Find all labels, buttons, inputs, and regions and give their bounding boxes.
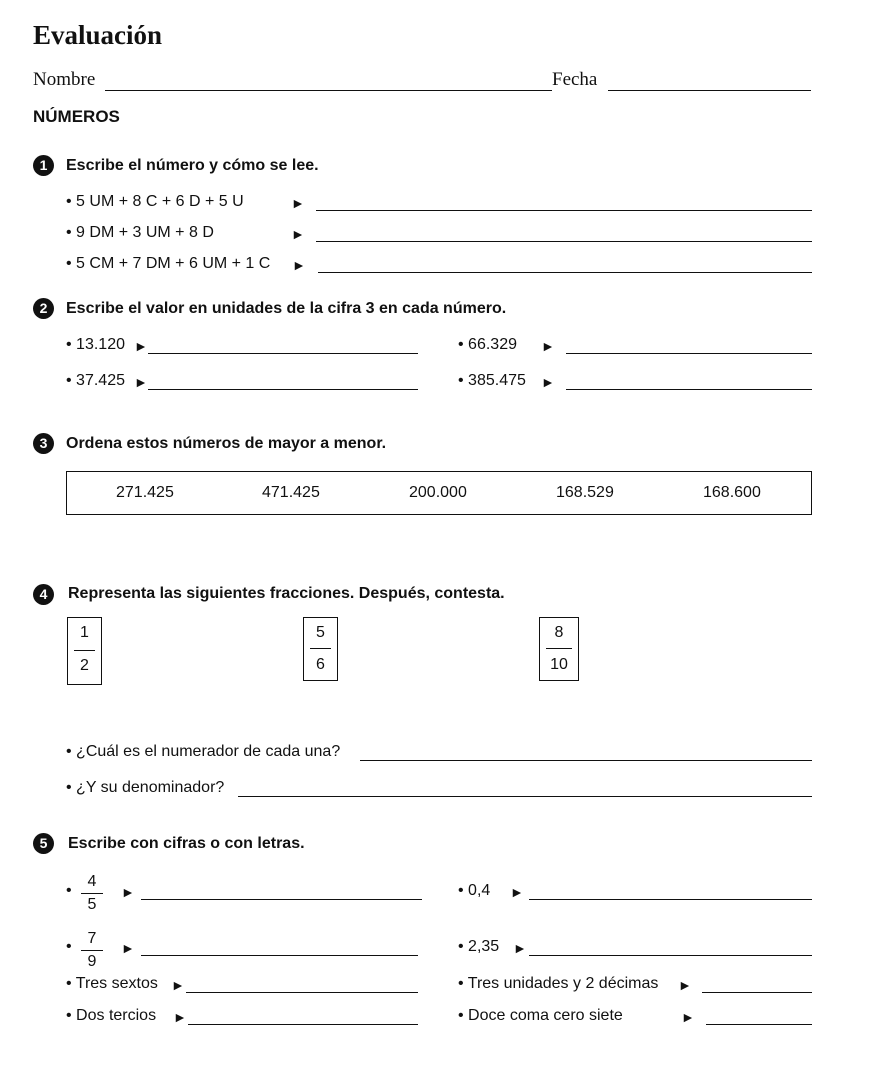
fraction-box-3 — [539, 617, 579, 681]
arrow-icon: ► — [510, 884, 524, 900]
numbers-box — [66, 471, 812, 515]
q2-item-1: • 13.120 — [66, 336, 125, 353]
q5-item-words-4: • Doce coma cero siete — [458, 1007, 623, 1024]
number-item: 471.425 — [262, 484, 320, 501]
q5-item-decimal-1: • 0,4 — [458, 882, 491, 899]
q2-item-3: • 66.329 — [458, 336, 517, 353]
number-item: 168.529 — [556, 484, 614, 501]
arrow-icon: ► — [291, 195, 305, 211]
q5-item-decimal-2: • 2,35 — [458, 938, 500, 955]
q2-answer-2[interactable] — [148, 389, 418, 390]
q4-question-1: • ¿Cuál es el numerador de cada una? — [66, 743, 341, 760]
arrow-icon: ► — [541, 374, 555, 390]
bullet: • — [66, 938, 72, 955]
q1-answer-2[interactable] — [316, 241, 812, 242]
q2-answer-3[interactable] — [566, 353, 812, 354]
date-field[interactable] — [608, 90, 811, 91]
arrow-icon: ► — [513, 940, 527, 956]
fraction-box-1 — [67, 617, 102, 685]
arrow-icon: ► — [681, 1009, 695, 1025]
q5-item-words-1: • Tres sextos — [66, 975, 158, 992]
q5-answer-4[interactable] — [529, 955, 812, 956]
q1-answer-1[interactable] — [316, 210, 812, 211]
fraction-denominator: 2 — [80, 657, 89, 674]
name-field[interactable] — [105, 90, 552, 91]
q5-answer-1[interactable] — [141, 899, 422, 900]
arrow-icon: ► — [134, 338, 148, 354]
question-number-2: 2 — [33, 298, 54, 319]
q5-answer-7[interactable] — [188, 1024, 418, 1025]
q5-answer-5[interactable] — [186, 992, 418, 993]
question-number-4: 4 — [33, 584, 54, 605]
arrow-icon: ► — [121, 940, 135, 956]
section-heading: NÚMEROS — [33, 107, 120, 126]
question-number-1: 1 — [33, 155, 54, 176]
q4-answer-1[interactable] — [360, 760, 812, 761]
bullet: • — [66, 882, 72, 899]
fraction-denominator: 10 — [550, 656, 568, 673]
q4-question-2: • ¿Y su denominador? — [66, 779, 225, 796]
q5-answer-3[interactable] — [141, 955, 418, 956]
fraction-denominator: 5 — [87, 896, 97, 913]
page-title: Evaluación — [33, 20, 163, 50]
fraction-denominator: 6 — [316, 656, 325, 673]
question-3-text: Ordena estos números de mayor a menor. — [66, 435, 387, 452]
q5-item-words-3: • Tres unidades y 2 décimas — [458, 975, 659, 992]
fraction-numerator: 8 — [554, 624, 564, 641]
arrow-icon: ► — [678, 977, 692, 993]
q5-answer-8[interactable] — [706, 1024, 812, 1025]
q1-item-3: • 5 CM + 7 DM + 6 UM + 1 C — [66, 255, 271, 272]
q5-answer-6[interactable] — [702, 992, 812, 993]
q2-item-4: • 385.475 — [458, 372, 526, 389]
q1-answer-3[interactable] — [318, 272, 812, 273]
arrow-icon: ► — [121, 884, 135, 900]
number-item: 200.000 — [409, 484, 467, 501]
name-label: Nombre — [33, 69, 96, 90]
arrow-icon: ► — [171, 977, 185, 993]
arrow-icon: ► — [173, 1009, 187, 1025]
question-5-text: Escribe con cifras o con letras. — [68, 835, 305, 852]
fraction-7-9 — [81, 930, 103, 971]
fraction-box-2 — [303, 617, 338, 681]
q2-item-2: • 37.425 — [66, 372, 125, 389]
fraction-numerator: 1 — [80, 624, 89, 641]
number-item: 168.600 — [703, 484, 761, 501]
q2-answer-1[interactable] — [148, 353, 418, 354]
q1-item-2: • 9 DM + 3 UM + 8 D — [66, 224, 214, 241]
question-number-5: 5 — [33, 833, 54, 854]
fraction-4-5 — [81, 873, 103, 914]
q5-answer-2[interactable] — [529, 899, 812, 900]
fraction-numerator: 7 — [87, 930, 97, 947]
q5-item-words-2: • Dos tercios — [66, 1007, 157, 1024]
arrow-icon: ► — [292, 257, 306, 273]
question-2-text: Escribe el valor en unidades de la cifra 3 en cada número. — [66, 300, 507, 317]
question-1-text: Escribe el número y cómo se lee. — [66, 157, 319, 174]
question-4-text: Representa las siguientes fracciones. Después, contesta. — [68, 585, 505, 602]
question-number-3: 3 — [33, 433, 54, 454]
number-item: 271.425 — [116, 484, 174, 501]
arrow-icon: ► — [291, 226, 305, 242]
date-label: Fecha — [552, 69, 598, 90]
arrow-icon: ► — [134, 374, 148, 390]
fraction-numerator: 5 — [316, 624, 325, 641]
q2-answer-4[interactable] — [566, 389, 812, 390]
q4-answer-2[interactable] — [238, 796, 812, 797]
q1-item-1: • 5 UM + 8 C + 6 D + 5 U — [66, 193, 244, 210]
arrow-icon: ► — [541, 338, 555, 354]
fraction-denominator: 9 — [87, 953, 97, 970]
fraction-numerator: 4 — [87, 873, 97, 890]
